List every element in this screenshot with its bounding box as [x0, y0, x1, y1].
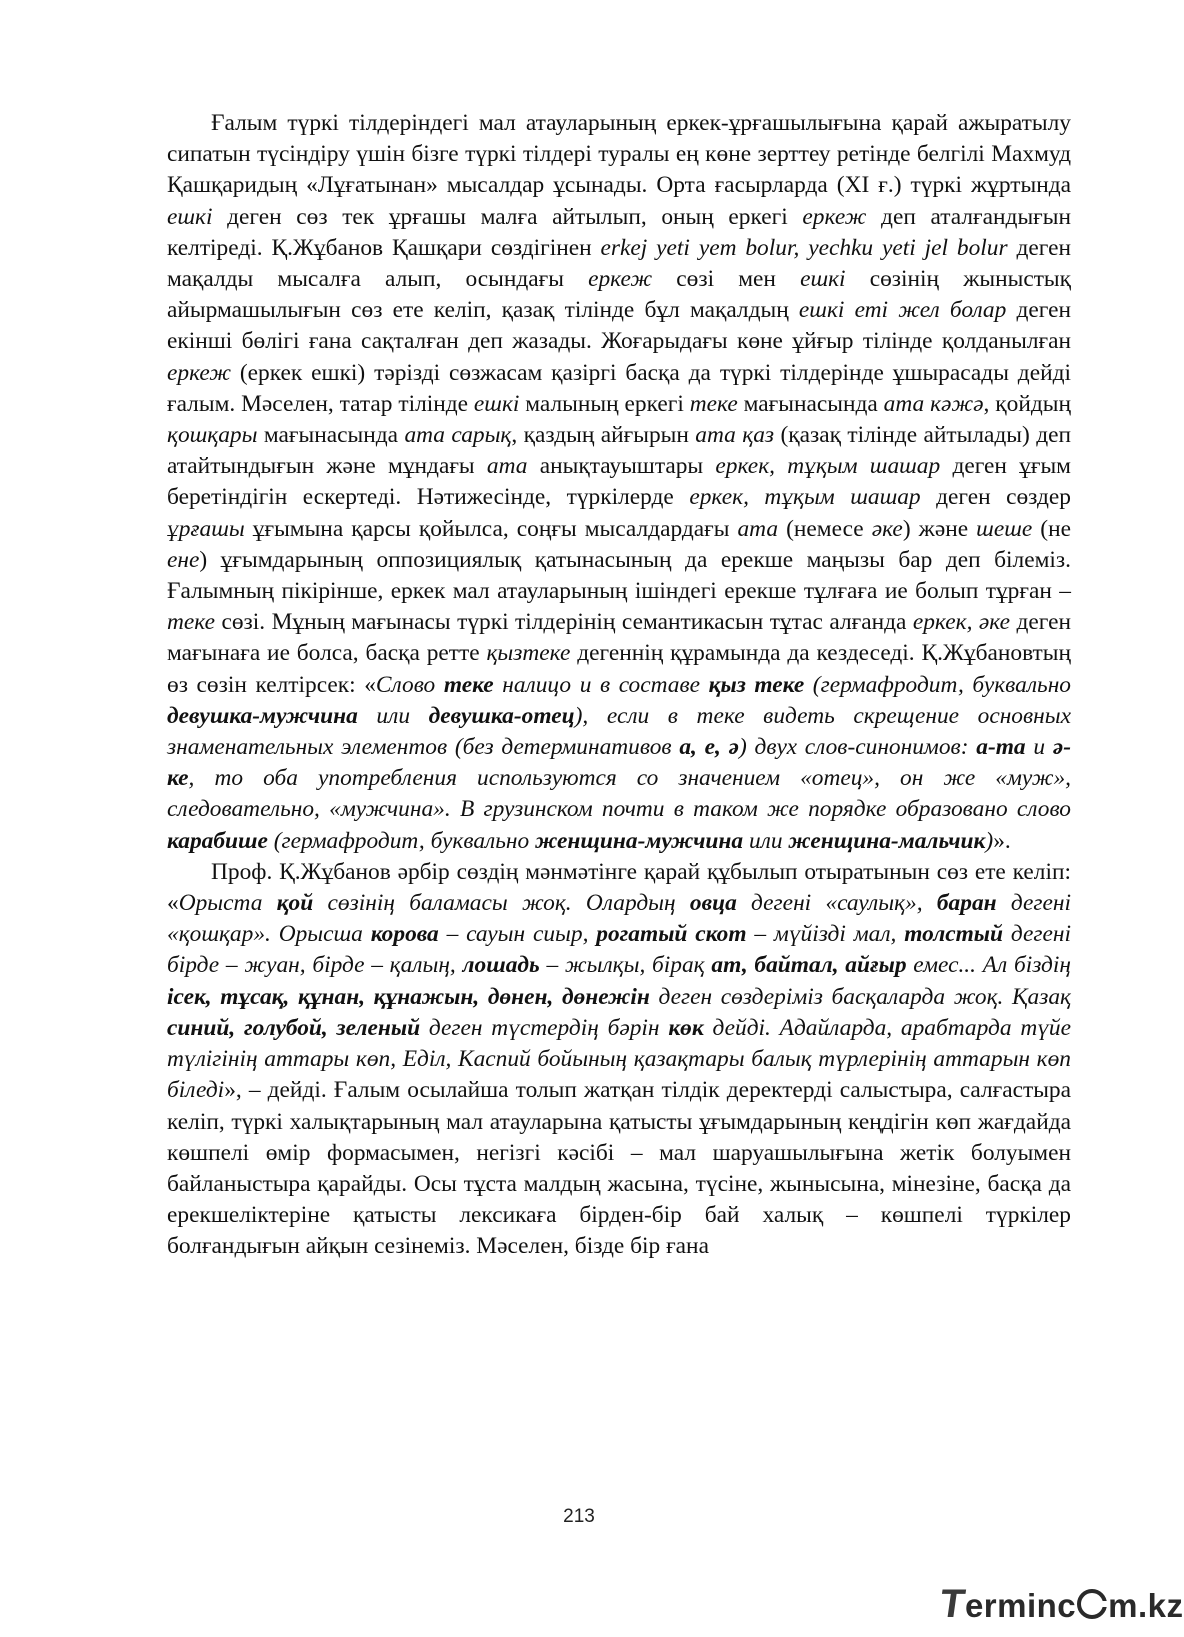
text-run: малының еркегі: [519, 390, 690, 417]
text-run: теке: [689, 390, 738, 417]
text-run: ене: [167, 546, 200, 573]
text-run: деген сөздер: [920, 484, 1071, 511]
text-run: дегені «саулық»,: [736, 890, 937, 917]
text-run: Слово: [375, 671, 444, 698]
text-run: ұғымына қарсы қойылса, соңғы мысалдардағы: [244, 515, 738, 542]
text-run: деп аталғандығын келтіреді. Қ.Жұбанов Қашқари сөздігінен: [167, 203, 1071, 261]
text-run: Орыста: [178, 890, 277, 917]
page-body: [167, 108, 1071, 1263]
text-run: баран: [936, 890, 997, 917]
text-run: емес... Ал біздің: [906, 952, 1071, 979]
text-run: еркек, тұқым шашар: [689, 484, 921, 511]
text-run: налицо и в составе: [493, 671, 709, 698]
text-run: », – дейді. Ғалым осылайша толып жатқан тілдік деректерді салыстыра, салғастыра келіп, түркі халықтарының мал атауларына қатысты ұғымдарының кеңдігін көп жағдайда көшпелі өмір формасымен, негізгі кәсібі – мал шаруашылығына жетік болуымен байланыстыра қарайды. Осы тұста малдың жасына, түсіне, жынысына, мінезіне, басқа да ерекшеліктеріне қатысты лексикаға бірден-бір бай халық – көшпелі түркілер болғандығын айқын сезінеміз. Мәселен, бізде бір ғана: [167, 1077, 1071, 1260]
text-run: ата: [737, 515, 779, 542]
text-run: а-та: [976, 734, 1026, 761]
text-run: овца: [689, 890, 737, 917]
text-run: ата қаз: [695, 422, 775, 449]
text-run: Ғалым түркі тілдеріндегі мал атауларының еркек-ұрғашылығына қарай ажыратылу сипатын түсіндіру үшін бізге түркі тілдері туралы ең көне зерттеу ретінде белгілі Махмуд Қашқаридың «Лұғатынан» мысалдар ұсынады. Орта ғасырларда (XI ғ.) түркі жұртында: [167, 110, 1071, 199]
text-run: деген мағынаға ие болса, басқа ретте: [167, 609, 1071, 667]
text-run: женщина-мальчик: [788, 827, 986, 854]
text-run: ) двух слов-синонимов:: [739, 734, 977, 761]
text-run: дегеннің құрамында да кездеседі. Қ.Жұбановтың өз сөзін келтірсек: «: [167, 640, 1071, 698]
logo-text-part-2: m.kz: [1108, 1587, 1184, 1624]
text-run: ».: [993, 827, 1011, 854]
text-run: анықтауыштары: [527, 453, 716, 480]
text-run: ата сарық: [404, 422, 512, 449]
text-run: теке: [443, 671, 494, 698]
text-run: дегені бірде – жуан, бірде – қалың,: [167, 921, 1071, 979]
paragraph-1: [167, 108, 1071, 857]
text-run: қошқары: [167, 422, 258, 449]
text-run: деген сөздеріміз басқаларда жоқ. Қазақ: [649, 983, 1071, 1010]
text-run: ), если в теке видеть скрещение основных знаменательных элементов (без детерминативов: [167, 702, 1071, 761]
text-run: лошадь: [462, 952, 540, 979]
text-run: ұрғашы: [167, 515, 245, 542]
text-run: қыз теке: [708, 671, 805, 698]
logo-text-part-1: erminc: [964, 1587, 1077, 1624]
text-run: көк: [668, 1014, 704, 1041]
text-run: ешкі еті жел болар: [798, 297, 1007, 324]
text-run: (немесе: [778, 515, 872, 542]
text-run: ә-ке: [167, 734, 1071, 792]
logo-letter-t: T: [936, 1582, 969, 1626]
text-run: – жылқы, бірақ: [539, 952, 712, 979]
text-run: (еркек ешкі) тәрізді сөзжасам қазіргі басқа да түркі тілдерінде ұшырасады дейді ғалым. Мәселен, татар тілінде: [167, 359, 1071, 417]
text-run: девушка-мужчина: [167, 702, 358, 729]
text-run: еркек, тұқым шашар: [715, 453, 941, 480]
text-run: ат, байтал, айғыр: [711, 952, 907, 979]
text-run: теке: [167, 609, 216, 636]
text-run: әке: [871, 515, 903, 542]
text-run: дегені «қошқар». Орысша: [167, 890, 1072, 948]
text-run: мағынасында: [257, 422, 405, 449]
text-run: деген ұғым беретіндігін ескертеді. Нәтижесінде, түркілерде: [167, 453, 1071, 511]
text-run: женщина-мужчина: [535, 827, 744, 854]
text-run: сөзі. Мұның мағынасы түркі тілдерінің семантикасын тұтас алғанда: [215, 609, 913, 636]
text-run: – сауын сиыр,: [438, 921, 597, 948]
logo-ring-icon: [1077, 1589, 1107, 1619]
text-run: дейді. Адайларда, арабтарда түйе түлігінің аттары көп, Еділ, Каспий бойының қазақтары балық түрлерінің аттарын көп біледі: [167, 1014, 1071, 1104]
text-run: девушка-отец: [428, 702, 575, 729]
text-run: (гермафродит, буквально: [267, 827, 536, 854]
text-run: сөзі мен: [652, 266, 801, 293]
text-run: ісек, тұсақ, құнан, құнажын, дөнен, дөнежін: [167, 983, 650, 1010]
text-run: ата: [486, 453, 528, 480]
text-run: толстый: [904, 921, 1004, 948]
text-run: (гермафродит, буквально: [804, 671, 1071, 698]
termincom-logo: [936, 1582, 1184, 1626]
text-run: или: [743, 827, 789, 854]
text-run: қой: [276, 890, 314, 917]
text-run: – мүйізді мал,: [746, 921, 905, 948]
text-run: синий, голубой, зеленый: [167, 1014, 421, 1041]
page-number: 213: [563, 1506, 595, 1527]
text-run: еркеж: [167, 359, 231, 386]
text-run: деген мақалды мысалға алып, осындағы: [167, 234, 1071, 293]
text-run: , қаздың айғырын: [511, 422, 696, 449]
text-run: ешкі: [473, 390, 520, 417]
text-run: или: [357, 702, 429, 729]
text-run: шеше: [976, 515, 1033, 542]
text-run: ешкі: [800, 266, 846, 293]
text-run: (қазақ тілінде айтылады) деп атайтындығын және мұндағы: [167, 422, 1072, 480]
text-run: қызтеке: [486, 640, 571, 667]
text-run: деген сөз тек ұрғашы малға айтылып, оның еркегі: [212, 203, 803, 230]
text-run: ) ұғымдарының оппозициялық қатынасының да ерекше маңызы бар деп білеміз. Ғалымның пікірінше, еркек мал атауларының ішіндегі ерекше тұлғаға ие болып тұрған –: [167, 546, 1071, 605]
text-run: , қойдың: [983, 390, 1071, 417]
text-run: корова: [370, 921, 439, 948]
text-run: еркеж: [802, 203, 867, 230]
text-run: рогатый скот: [596, 921, 747, 948]
text-run: а, е, ә: [679, 734, 739, 761]
text-run: еркек, әке: [912, 609, 1011, 636]
text-run: ешкі: [167, 203, 213, 230]
paragraph-2: [167, 857, 1071, 1263]
text-run: ) және: [902, 515, 977, 542]
text-run: ): [985, 827, 994, 854]
text-run: erkej yeti yem bolur, yechku yeti jel bolur: [600, 234, 1008, 261]
text-run: сөзінің жыныстық айырмашылығын сөз ете келіп, қазақ тілінде бұл мақалдың: [167, 266, 1072, 324]
text-run: сөзінің баламасы жоқ. Олардың: [313, 890, 690, 917]
text-run: деген екінші бөлігі ғана сақталған деп жазады. Жоғарыдағы көне ұйғыр тілінде қолданылған: [167, 297, 1071, 355]
text-run: деген түстердің бәрін: [420, 1014, 669, 1041]
text-run: (не: [1032, 515, 1071, 542]
text-run: Проф. Қ.Жұбанов әрбір сөздің мәнмәтінге қарай құбылып отыратынын сөз ете келіп: «: [167, 858, 1071, 917]
text-run: , то оба употребления используются со значением «отец», он же «муж», следовательно, «мужчина». В грузинском почти в таком же порядке образовано слово: [167, 765, 1071, 823]
text-run: ата кәжә: [883, 390, 984, 417]
text-run: карабише: [167, 827, 268, 854]
text-run: еркеж: [588, 266, 653, 293]
text-run: мағынасында: [737, 390, 884, 417]
text-run: и: [1025, 734, 1053, 761]
